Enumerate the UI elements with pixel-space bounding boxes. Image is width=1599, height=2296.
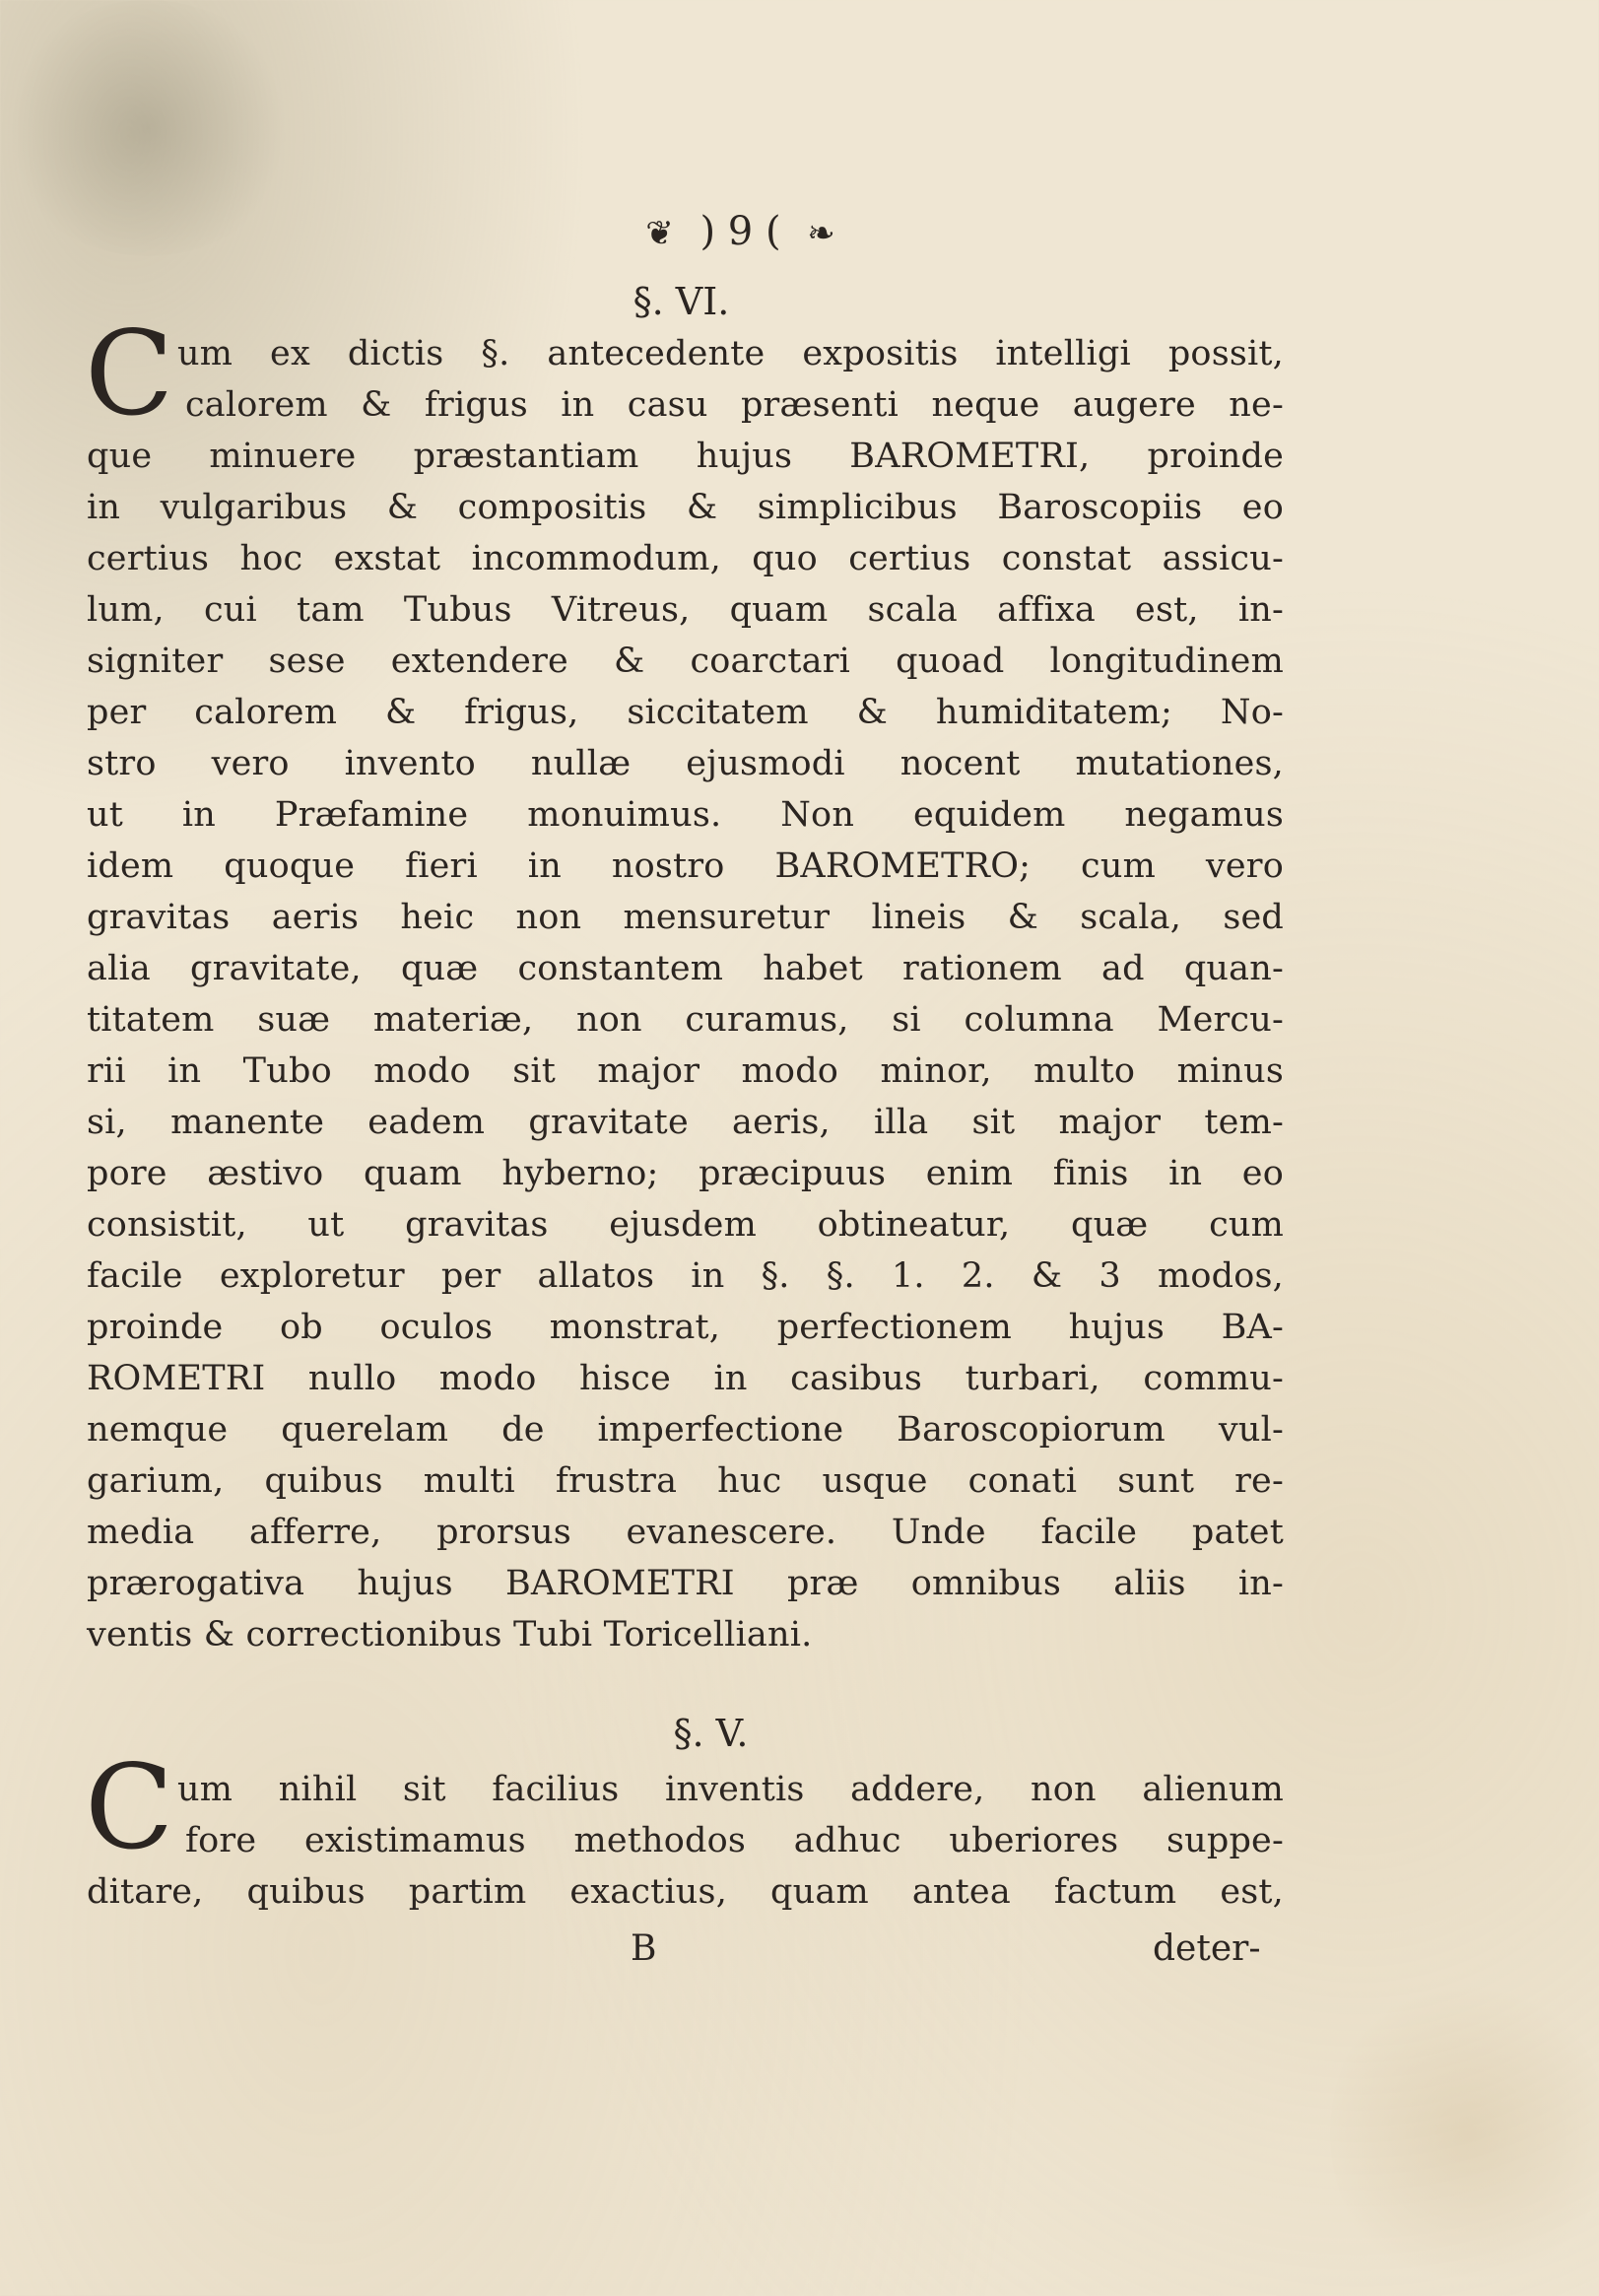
text-line: ditare, quibus partim exactius, quam antea factum est, <box>87 1872 1284 1912</box>
text-line: si, manente eadem gravitate aeris, illa sit major tem- <box>87 1103 1284 1142</box>
text-line: gravitas aeris heic non mensuretur lineis & scala, sed <box>87 898 1284 937</box>
text-line: ut in Præfamine monuimus. Non equidem negamus <box>87 795 1284 835</box>
catchword: deter- <box>1153 1928 1261 1969</box>
text-line: facile exploretur per allatos in §. §. 1. 2. & 3 modos, <box>87 1256 1284 1296</box>
text-line: certius hoc exstat incommodum, quo certius constat assicu- <box>87 539 1284 578</box>
text-line: in vulgaribus & compositis & simplicibus Baroscopiis eo <box>87 488 1284 527</box>
text-line: stro vero invento nullæ ejusmodi nocent mutationes, <box>87 744 1284 783</box>
text-line: alia gravitate, quæ constantem habet rationem ad quan- <box>87 949 1284 988</box>
text-line: nemque querelam de imperfectione Baroscopiorum vul- <box>87 1410 1284 1450</box>
section-heading: §. V. <box>673 1712 749 1755</box>
text-line: prærogativa hujus BAROMETRI præ omnibus aliis in- <box>87 1564 1284 1603</box>
text-line: que minuere præstantiam hujus BAROMETRI, proinde <box>87 437 1284 476</box>
section-text <box>87 328 1284 1660</box>
text-line: signiter sese extendere & coarctari quoad longitudinem <box>87 642 1284 681</box>
fleuron-right-icon: ❧ <box>807 214 835 253</box>
text-line: consistit, ut gravitas ejusdem obtineatur, quæ cum <box>87 1205 1284 1245</box>
text-line: titatem suæ materiæ, non curamus, si columna Mercu- <box>87 1000 1284 1040</box>
text-line: ventis & correctionibus Tubi Toricelliani. <box>87 1615 813 1654</box>
drop-cap: C <box>85 305 174 441</box>
text-line: lum, cui tam Tubus Vitreus, quam scala affixa est, in- <box>87 590 1284 630</box>
running-header <box>0 202 1540 263</box>
section-text <box>87 1764 1284 1918</box>
text-line: calorem & frigus in casu præsenti neque augere ne- <box>185 385 1284 425</box>
text-line: media afferre, prorsus evanescere. Unde facile patet <box>87 1513 1284 1552</box>
text-line: rii in Tubo modo sit major modo minor, multo minus <box>87 1051 1284 1091</box>
fleuron-left-icon: ❦ <box>645 214 674 253</box>
text-line: ROMETRI nullo modo hisce in casibus turbari, commu- <box>87 1359 1284 1398</box>
page-number: ) 9 ( <box>700 209 781 254</box>
text-line: idem quoque fieri in nostro BAROMETRO; cum vero <box>87 846 1284 886</box>
text-line: um ex dictis §. antecedente expositis intelligi possit, <box>177 334 1284 373</box>
text-line: proinde ob oculos monstrat, perfectionem hujus BA- <box>87 1308 1284 1347</box>
text-line: garium, quibus multi frustra huc usque conati sunt re- <box>87 1461 1284 1501</box>
text-line: per calorem & frigus, siccitatem & humiditatem; No- <box>87 693 1284 732</box>
text-line: um nihil sit facilius inventis addere, non alienum <box>177 1770 1284 1809</box>
section-heading: §. VI. <box>633 280 730 323</box>
text-line: pore æstivo quam hyberno; præcipuus enim finis in eo <box>87 1154 1284 1193</box>
drop-cap: C <box>85 1739 174 1875</box>
text-line: fore existimamus methodos adhuc uberiores suppe- <box>185 1821 1284 1860</box>
paper-stain <box>1330 1971 1599 2296</box>
signature-mark: B <box>631 1928 657 1969</box>
